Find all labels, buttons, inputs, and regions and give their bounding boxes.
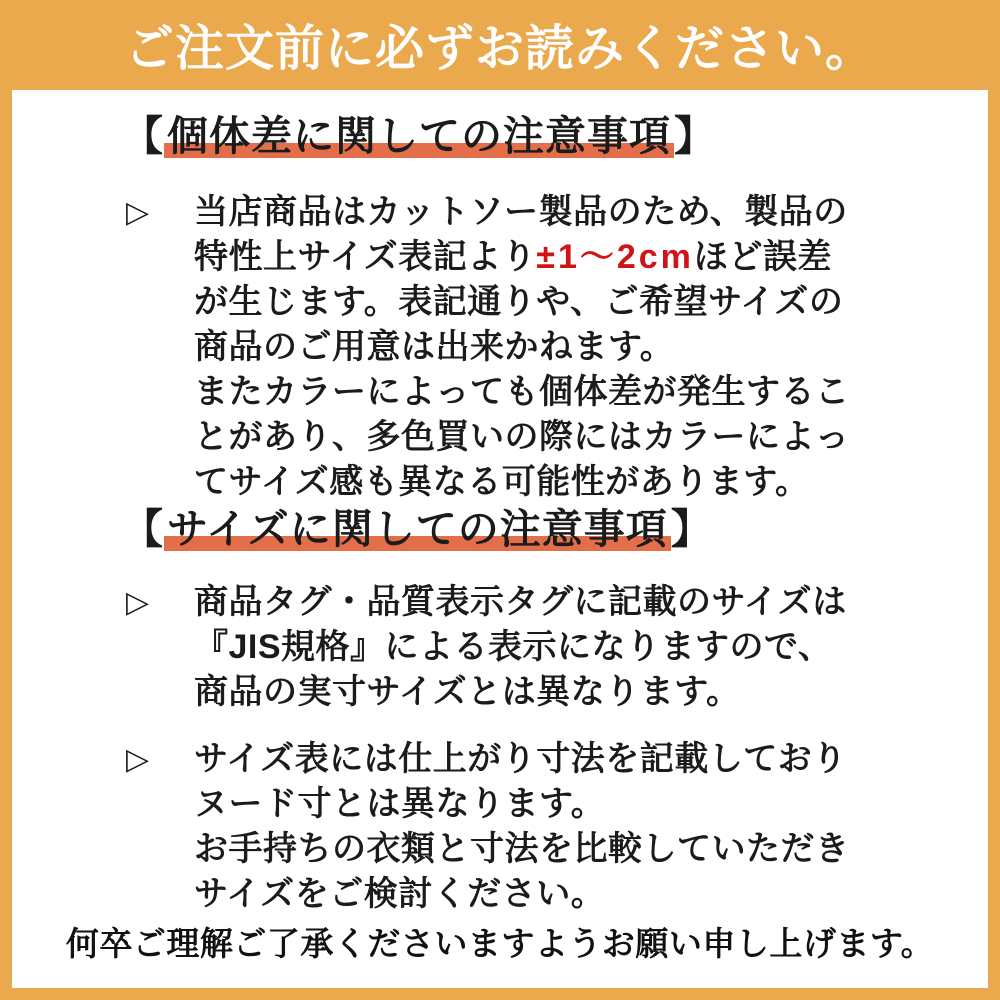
text-line-with-accent	[194, 235, 948, 280]
bullet-text	[194, 190, 948, 505]
notice-body	[12, 90, 988, 988]
bullet-jis-standard	[126, 580, 948, 715]
heading-bracket-open: 【	[122, 506, 164, 552]
text-line: てサイズ感も異なる可能性があります。	[194, 463, 810, 501]
bullet-text	[194, 737, 948, 917]
heading-highlight-text: 個体差に関しての注意事項	[164, 113, 674, 159]
page-title: ご注文前に必ずお読みください。	[124, 21, 875, 76]
text-line: ヌード寸とは異なります。	[194, 785, 606, 823]
text-segment: ほど誤差	[693, 238, 832, 276]
bullet-text	[194, 580, 948, 715]
section-heading-size	[122, 507, 713, 552]
heading-bracket-close: 】	[674, 113, 716, 159]
text-line: サイズをご検討ください。	[194, 875, 606, 913]
heading-bracket-close: 】	[670, 506, 713, 552]
bullet-finished-measurements	[126, 737, 948, 917]
text-line: とがあり、多色買いの際にはカラーによっ	[194, 418, 850, 456]
section-heading-individual-difference	[122, 114, 716, 159]
triangle-bullet-icon: ▷	[126, 196, 150, 229]
closing-request-text: 何卒ご理解ご了承くださいますようお願い申し上げます。	[65, 925, 935, 962]
triangle-bullet-icon: ▷	[126, 743, 150, 776]
text-line: 商品タグ・品質表示タグに記載のサイズは	[194, 583, 847, 621]
tolerance-accent-text: ±1〜2cm	[536, 238, 694, 276]
heading-bracket-open: 【	[122, 113, 164, 159]
header-band	[0, 0, 1000, 90]
text-line: 商品の実寸サイズとは異なります。	[194, 673, 741, 711]
bullet-individual-difference	[126, 190, 948, 505]
text-line: お手持ちの衣類と寸法を比較していただき	[194, 830, 850, 868]
text-line: またカラーによっても個体差が発生するこ	[194, 373, 850, 411]
text-line: が生じます。表記通りや、ご希望サイズの	[194, 283, 844, 321]
text-line: 商品のご用意は出来かねます。	[194, 328, 675, 366]
text-line: 『JIS規格』による表示になりますので、	[194, 628, 833, 666]
text-segment: 特性上サイズ表記より	[194, 238, 537, 276]
text-line: 当店商品はカットソー製品のため、製品の	[194, 193, 848, 231]
text-line: サイズ表には仕上がり寸法を記載しており	[194, 740, 847, 778]
triangle-bullet-icon: ▷	[126, 586, 150, 619]
heading-highlight-text: サイズに関しての注意事項	[164, 506, 671, 552]
